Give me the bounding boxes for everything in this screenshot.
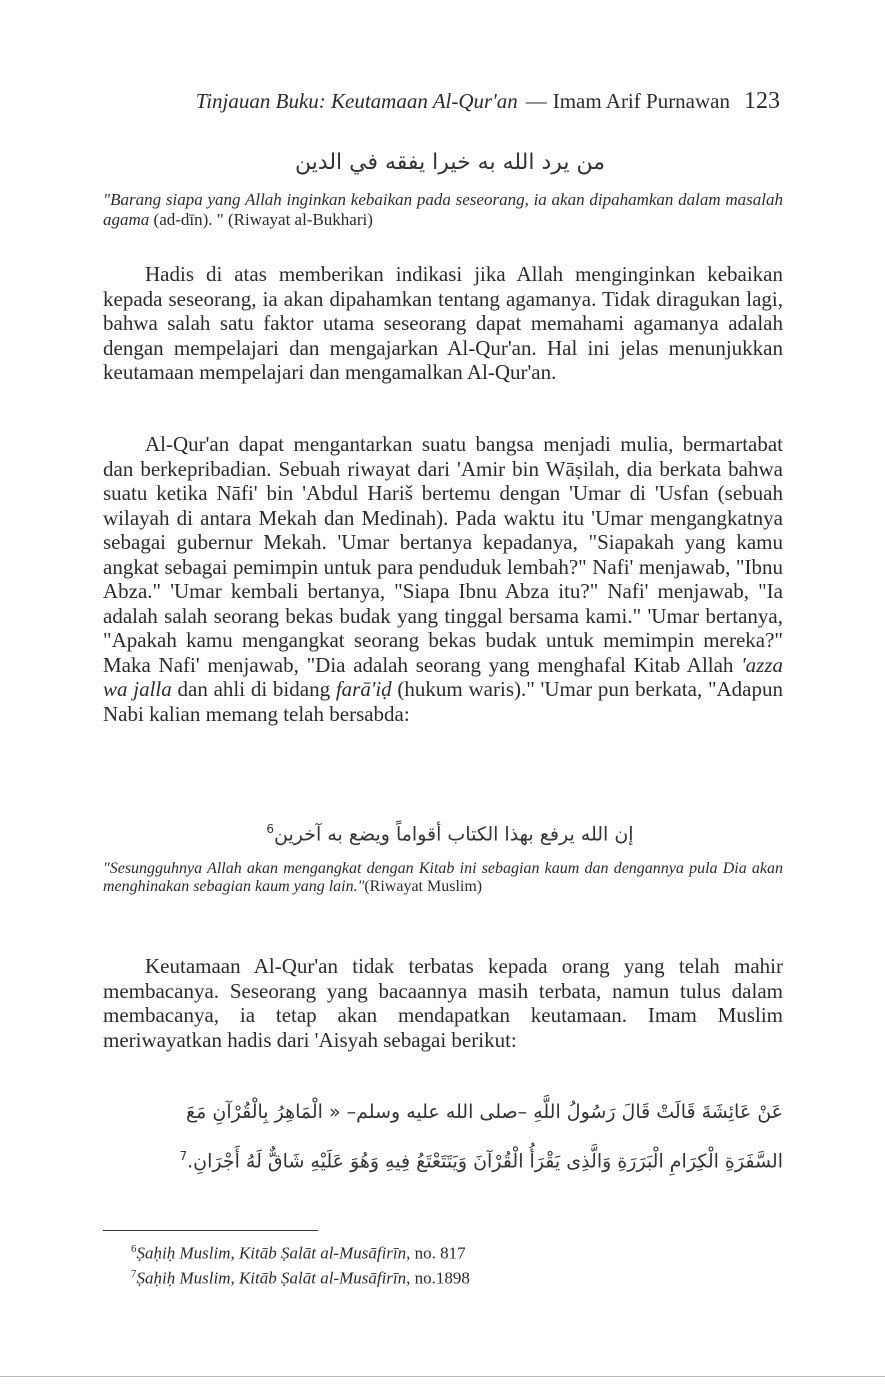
footnote-6-number: no. 817 [410, 1243, 466, 1263]
hadith-translation-2-italic: "Sesungguhnya Allah akan mengangkat dengan Kitab ini sebagian kaum dan dengannya pula Dia akan menghinakan sebagian kaum yang lain." [103, 860, 783, 895]
page-number: 123 [744, 88, 780, 114]
hadith-arabic-2 [200, 822, 700, 845]
paragraph-2-faraid: farā'iḍ [335, 677, 392, 701]
header-separator: — [525, 89, 547, 113]
paragraph-3 [103, 954, 783, 1052]
hadith-arabic-2-text: إن الله يرفع بهذا الكتاب أقواماً ويضع به آخرين [274, 823, 634, 846]
footnote-7-number: no.1898 [410, 1268, 470, 1288]
hadith-arabic-3-line-2: السَّفَرَةِ الْكِرَامِ الْبَرَرَةِ وَالَّذِى يَقْرَأُ الْقُرْآنَ وَيَتَتَعْتَعُ فِيهِ وَهُوَ عَلَيْهِ شَاقٌّ لَهُ أَجْرَانِ. [187, 1150, 783, 1173]
hadith-translation-1-italic: "Barang siapa yang Allah inginkan kebaikan pada seseorang, ia akan dipahamkan dalam masalah agama [103, 190, 783, 229]
footnote-7 [131, 1268, 470, 1289]
paragraph-2-text-a: Al-Qur'an dapat mengantarkan suatu bangsa menjadi mulia, bermartabat dan berkepribadian. Sebuah riwayat dari 'Amir bin Wāṣilah, dia berkata bahwa suatu ketika Nāfi' bin 'Abdul Hariš bertemu dengan 'Umar di 'Usfan (sebuah wilayah di antara Mekah dan Medinah). Pada waktu itu 'Umar mengangkatnya sebagai gubernur Mekah. 'Umar bertanya kepadanya, "Siapakah yang kamu angkat sebagai pemimpin untuk para penduduk lembah?" Nafi' menjawab, "Ibnu Abza." 'Umar kembali bertanya, "Siapa Ibnu Abza itu?" Nafi' menjawab, "Ia adalah salah seorang bekas budak yang tinggal bersama kami." 'Umar bertanya, "Apakah kamu mengangkat seorang bekas budak untuk memimpin mereka?" Maka Nafi' menjawab, "Dia adalah seorang yang menghafal Kitab Allah [103, 432, 783, 677]
footnote-divider [103, 1230, 318, 1231]
footnote-6-source: Ṣaḥiḥ Muslim, Kitāb Ṣalāt al-Musāfirīn, [136, 1243, 411, 1263]
footnote-ref-7: 7 [179, 1149, 188, 1163]
footnote-7-mark: 7 [131, 1268, 137, 1280]
paragraph-2 [103, 432, 783, 726]
paragraph-2-text-b: dan ahli di bidang [171, 677, 336, 701]
hadith-arabic-3 [103, 1090, 783, 1183]
footnote-ref-6: 6 [266, 822, 275, 836]
running-header [180, 88, 780, 115]
hadith-translation-1-source: (ad-dīn). " (Riwayat al-Bukhari) [149, 210, 373, 229]
hadith-translation-1 [103, 190, 783, 230]
paragraph-1-text: Hadis di atas memberikan indikasi jika Allah menginginkan kebaikan kepada seseorang, ia akan dipahamkan tentang agamanya. Tidak diragukan lagi, bahwa salah satu faktor utama seseorang dapat memahami agamanya adalah dengan mempelajari dan mengajarkan Al-Qur'an. Hal ini jelas menunjukkan keutamaan mempelajari dan mengamalkan Al-Qur'an. [103, 262, 783, 384]
header-author: Imam Arif Purnawan [552, 89, 730, 113]
paragraph-2-azza-wa-jalla: 'azza wa jalla [103, 652, 783, 701]
paragraph-3-text: Keutamaan Al-Qur'an tidak terbatas kepada orang yang telah mahir membacanya. Seseorang yang bacaannya masih terbata, namun tulus dalam membacanya, ia tetap akan mendapatkan keutamaan. Imam Muslim meriwayatkan hadis dari 'Aisyah sebagai berikut: [103, 954, 783, 1052]
hadith-arabic-3-line-1: عَنْ عَائِشَةَ قَالَتْ قَالَ رَسُولُ اللَّهِ –صلى الله عليه وسلم– « الْمَاهِرُ بِالْقُرْآنِ مَعَ [186, 1101, 783, 1123]
footnote-7-source: Ṣaḥiḥ Muslim, Kitāb Ṣalāt al-Musāfirīn, [136, 1268, 411, 1288]
page-bottom-edge [0, 1376, 885, 1377]
paragraph-1 [103, 262, 783, 385]
paragraph-2-text-c: (hukum waris)." 'Umar pun berkata, "Adapun Nabi kalian memang telah bersabda: [103, 677, 783, 726]
hadith-translation-2 [103, 860, 783, 896]
hadith-translation-2-source: (Riwayat Muslim) [364, 878, 483, 895]
footnote-6 [131, 1243, 466, 1264]
hadith-arabic-1: من يرد الله به خيرا يفقه في الدين [294, 150, 606, 175]
header-book-title: Tinjauan Buku: Keutamaan Al-Qur'an [195, 89, 518, 113]
footnote-6-mark: 6 [131, 1243, 137, 1255]
